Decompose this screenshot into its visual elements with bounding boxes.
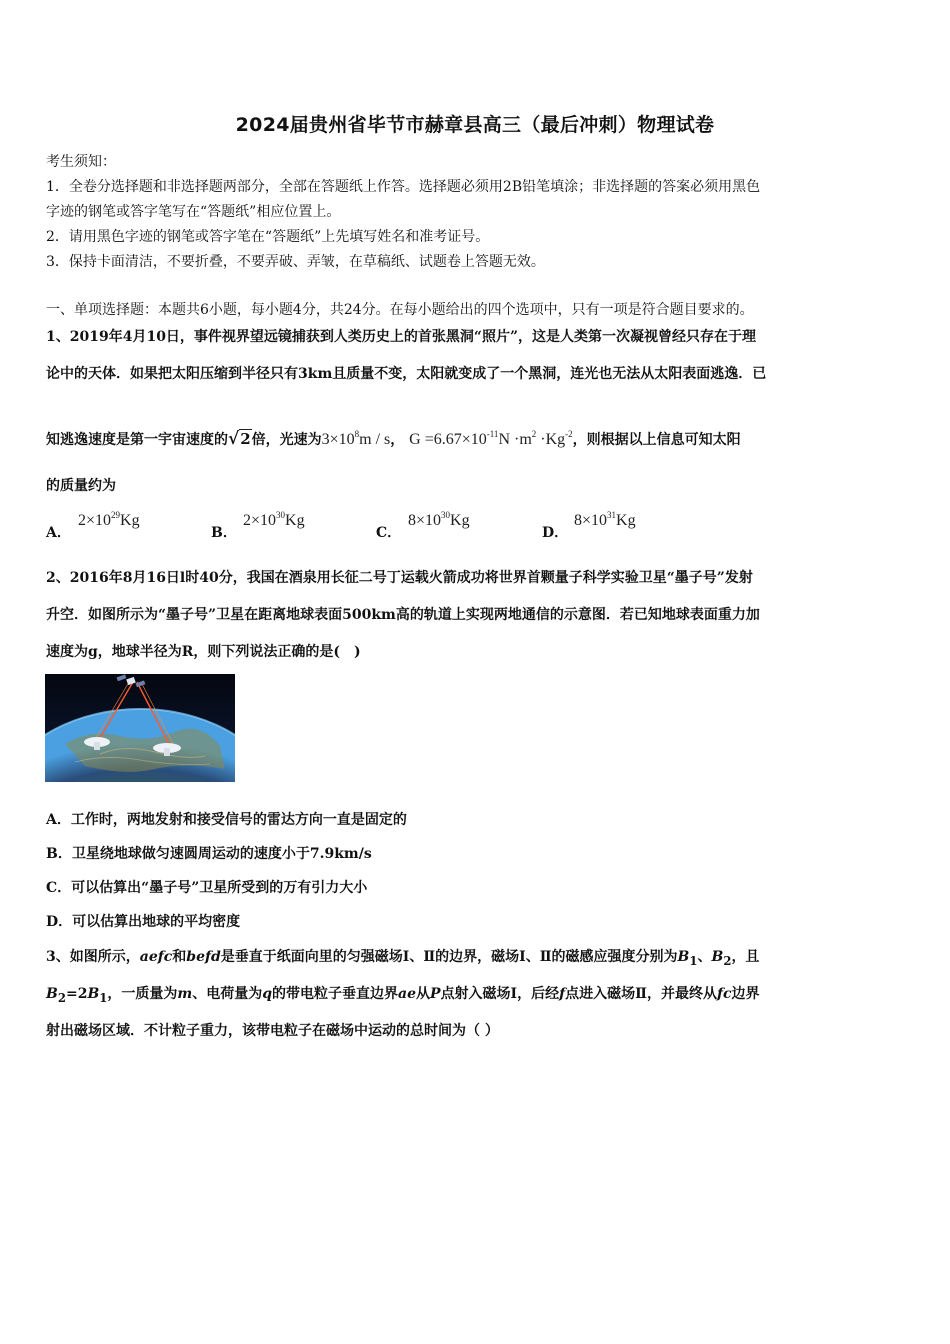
q1-line2: 论中的天体．如果把太阳压缩到半径只有3km且质量不变，太阳就变成了一个黑洞，连光也无法从太阳表面逃逸．已 [46,366,767,382]
q3-text-i: 点射入磁场Ⅰ，后经 [440,986,560,1002]
q1-option-a-label[interactable]: A． [46,525,71,541]
q1-option-b-label[interactable]: B． [211,525,237,541]
light-speed-exp: 8 [354,429,360,439]
gravitational-constant [409,431,573,448]
q3-eq: =2 [65,986,88,1002]
satellite-illustration [45,674,235,782]
q2-option-d[interactable]: D．可以估算出地球的平均密度 [46,914,241,930]
symbol-q: q [262,986,273,1002]
section-heading: 一、单项选择题：本题共6小题，每小题4分，共24分。在每小题给出的四个选项中，只有一项是符合题目要求的。 [46,302,754,318]
option-d-unit: Kg [616,512,636,529]
q1-line1: 1、2019年4月10日，事件视界望远镜捕获到人类历史上的首张黑洞“照片”，这是人类第一次凝视曾经只存在于理 [46,329,757,345]
q3-line2 [46,984,908,1008]
option-d-exp: 31 [607,510,617,520]
q2-line2: 升空．如图所示为“墨子号”卫星在距离地球表面500km高的轨道上实现两地通信的示意图．若已知地球表面重力加 [46,607,760,623]
q3-line3: 射出磁场区域．不计粒子重力，该带电粒子在磁场中运动的总时间为（ ） [46,1023,499,1039]
symbol-f: f [559,986,566,1002]
q1-line4: 的质量约为 [46,478,116,494]
sub-2-eq: 2 [57,990,66,1005]
symbol-ae: ae [398,986,417,1002]
q3-text-k: 边界 [731,986,760,1002]
option-a-unit: Kg [120,512,140,529]
option-b-unit: Kg [285,512,305,529]
q3-text-d: ，且 [731,949,760,965]
q1-line3-text-a: 知逃逸速度是第一宇宙速度的 [46,432,228,448]
q3-text-h: 从 [416,986,431,1002]
symbol-b1: B [677,949,690,965]
notice-item-3: 3．保持卡面清洁，不要折叠，不要弄破、弄皱，在草稿纸、试题卷上答题无效。 [46,254,545,270]
symbol-m: m [177,986,193,1002]
option-a-base: 2×10 [78,512,112,529]
option-c-base: 8×10 [408,512,442,529]
notice-heading: 考生须知： [46,154,116,170]
symbol-b2-eq: B [46,986,58,1002]
sqrt-expression: √2 [228,429,251,449]
q1-option-a-value[interactable] [78,510,140,530]
boundary-aefc: aefc [139,949,173,965]
q3-sep: 、 [697,949,712,965]
q1-line3-text-c: ，则根据以上信息可知太阳 [572,432,741,448]
g-unit-1-exp: 2 [531,429,537,439]
g-base: G =6.67×10 [409,431,487,448]
q1-option-b-value[interactable] [243,510,305,530]
q3-line1 [46,947,908,971]
light-speed [322,431,391,448]
q2-option-c[interactable]: C．可以估算出“墨子号”卫星所受到的万有引力大小 [46,880,368,896]
q2-line3: 速度为g，地球半径为R，则下列说法正确的是( ) [46,644,361,660]
sub-1: 1 [689,953,698,968]
q3-text-a: 3、如图所示， [46,949,140,965]
symbol-b2: B [711,949,724,965]
q3-text-c: 是垂直于纸面向里的匀强磁场Ⅰ、Ⅱ的边界，磁场Ⅰ、Ⅱ的磁感应强度分别为 [220,949,678,965]
page-title: 2024届贵州省毕节市赫章县高三（最后冲刺）物理试卷 [235,114,715,136]
symbol-p: P [430,986,441,1002]
notice-item-1: 1．全卷分选择题和非选择题两部分，全部在答题纸上作答。选择题必须用2B铅笔填涂；非选择题的答案必须用黑色 [46,179,761,195]
q1-option-c-value[interactable] [408,510,470,530]
q1-option-d-value[interactable] [574,510,636,530]
satellite-communication-figure [45,674,235,782]
q1-option-c-label[interactable]: C． [376,525,402,541]
notice-item-1-cont: 字迹的钢笔或答字笔写在“答题纸”相应位置上。 [46,204,341,220]
option-c-exp: 30 [441,510,451,520]
light-speed-unit: m / s [359,431,391,448]
light-speed-base: 3×10 [321,431,355,448]
q1-line3 [46,420,908,454]
notice-item-2: 2．请用黑色字迹的钢笔或答字笔在“答题纸”上先填写姓名和准考证号。 [46,229,490,245]
sub-2: 2 [723,953,732,968]
q2-option-b[interactable]: B．卫星绕地球做匀速圆周运动的速度小于7.9km/s [46,846,372,862]
boundary-befd: befd [186,949,221,965]
option-d-base: 8×10 [574,512,608,529]
g-unit-2: ·Kg [540,431,566,448]
q3-text-b: 和 [172,949,187,965]
option-b-exp: 30 [276,510,286,520]
q3-text-e: ，一质量为 [107,986,178,1002]
q1-line3-text-b: 倍，光速为 [251,432,322,448]
option-b-base: 2×10 [243,512,277,529]
q1-comma: ， [390,432,405,448]
q3-text-g: 的带电粒子垂直边界 [272,986,399,1002]
option-a-exp: 29 [111,510,121,520]
g-unit-1: N ·m [498,431,532,448]
sub-1-eq: 1 [99,990,108,1005]
q3-text-f: 、电荷量为 [192,986,263,1002]
q3-text-j: 点进入磁场Ⅱ，并最终从 [565,986,717,1002]
g-exp: -11 [486,429,499,439]
symbol-b1-eq: B [87,986,100,1002]
g-unit-2-exp: -2 [565,429,573,439]
q2-option-a[interactable]: A．工作时，两地发射和接受信号的雷达方向一直是固定的 [46,812,407,828]
symbol-fc: fc [716,986,732,1002]
option-c-unit: Kg [450,512,470,529]
sqrt-radicand: 2 [240,430,251,448]
q2-line1: 2、2016年8月16日l时40分，我国在酒泉用长征二号丁运载火箭成功将世界首颗量子科学实验卫星“墨子号”发射 [46,570,753,586]
q1-option-d-label[interactable]: D． [542,525,569,541]
